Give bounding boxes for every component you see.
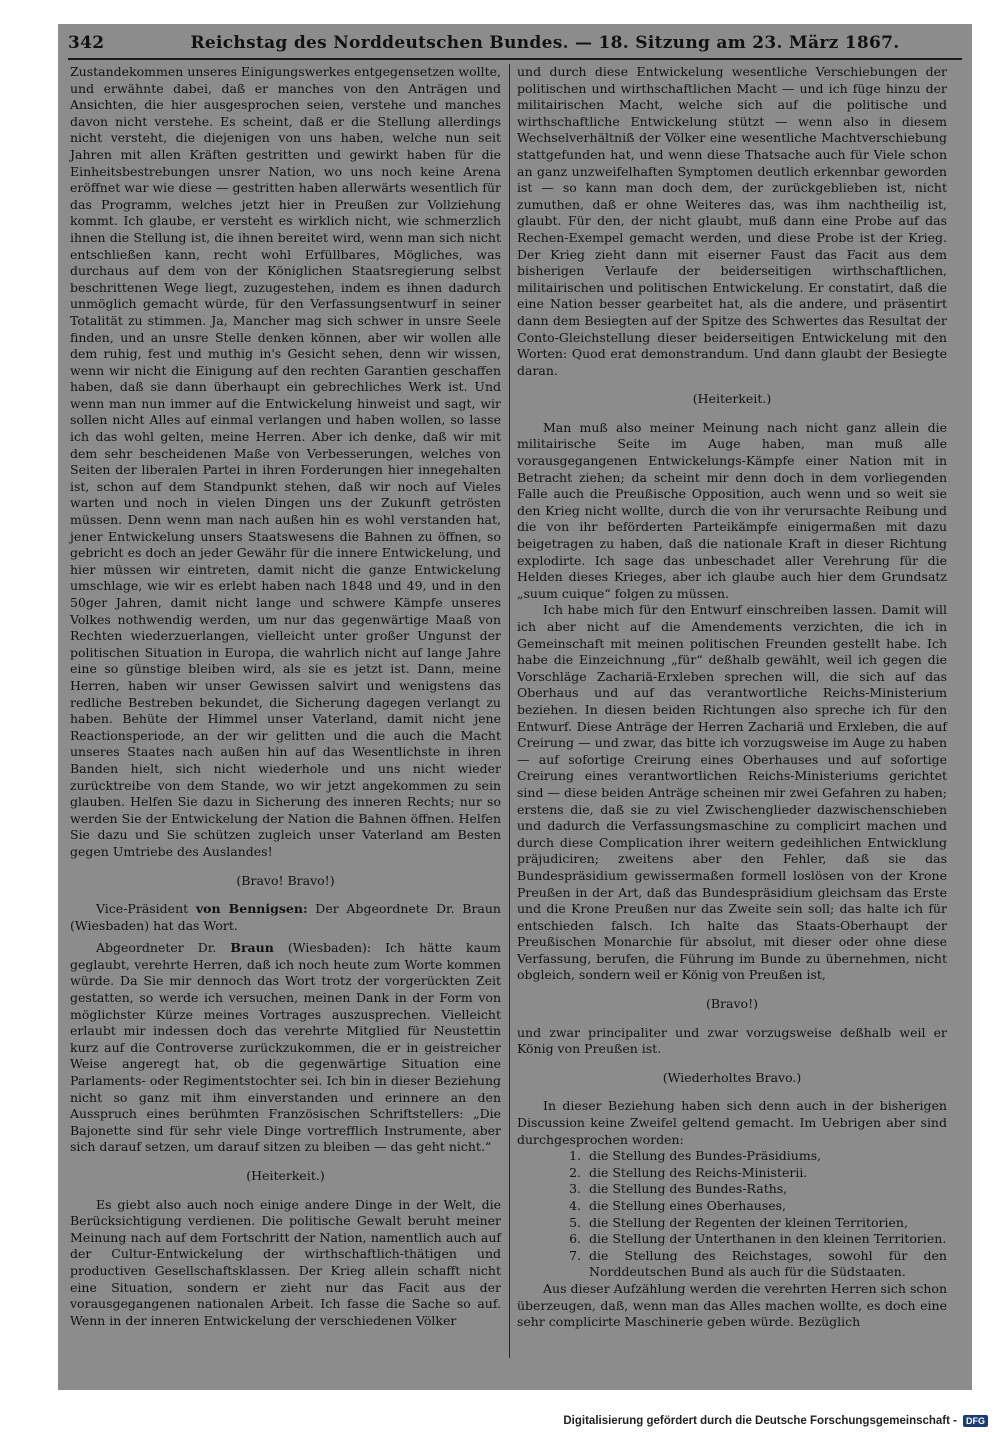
speaker-text: Der Abgeordnete Dr. Braun (Wiesbaden) hat das Wort. — [70, 901, 501, 933]
list-text: die Stellung des Reichs-Ministerii. — [589, 1164, 808, 1180]
left-column — [70, 64, 501, 1358]
list-item — [553, 1248, 947, 1281]
list-number: 5. — [569, 1214, 581, 1230]
speaker-text: (Wiesbaden): Ich hätte kaum geglaubt, verehrte Herren, daß ich noch heute zum Worte kommen würde. Da Sie mir dennoch das Wort trotz der vorgerückten Zeit gestatten, so werde ich versuchen, meinen Dank in der Form von möglichster Kürze meines Vortrages auszusprechen. Vielleicht erlaubt mir indessen doch das verehrte Mitglied für Neustettin kurz auf die Controverse zurückzukommen, die er in geistreicher Weise angeregt hat, ob die gegenwärtige Situation eine Parlaments- oder Regimentstochter sei. Ich bin in dieser Beziehung nicht so ganz mit ihm einverstanden und erinnere an den Ausspruch eines berühmten Französischen Schriftstellers: „Die Bajonette sind für sehr viele Dinge vortrefflich Instrumente, aber sich darauf setzen, um darauf sitzen zu bleiben — das geht nicht.“ — [70, 940, 501, 1155]
list-number: 1. — [569, 1148, 581, 1164]
list-text: die Stellung der Regenten der kleinen Territorien, — [589, 1214, 908, 1230]
paragraph: Aus dieser Aufzählung werden die verehrten Herren sich schon überzeugen, daß, wenn man das Alles machen wollte, es doch eine sehr complicirte Maschinerie geben würde. Bezüglich — [517, 1280, 947, 1330]
list-item — [553, 1148, 947, 1165]
list-text: die Stellung des Reichstages, sowohl für den Norddeutschen Bund als auch für die Südstaaten. — [589, 1247, 947, 1280]
interjection: (Heiterkeit.) — [246, 1168, 325, 1183]
list-number: 4. — [569, 1198, 581, 1213]
paragraph: Zustandekommen unseres Einigungswerkes entgegensetzen wollte, und erwähnte dabei, daß er manches von den Anträgen und Ansichten, die hier ausgesprochen seien, verstehe und manches davon nicht verstehe. Es scheint, daß er die Stellung allerdings nicht versteht, die diejenigen von uns haben, welche nun seit Jahren mit allen Kräften gestritten und gewirkt haben für die Einheitsbestrebungen unsrer Nation, wo uns noch keine Arena eröffnet war wie diese — gestritten haben allerwärts wesentlich für das Programm, welches jetzt hier in Preußen zur Vollziehung kommt. Ich glaube, er versteht es wirklich nicht, wie schmerzlich ihnen die Stellung ist, die ihnen bereitet wird, wenn man sich nicht entschließen kann, recht wohl Erfüllbares, Mögliches, was durchaus auf dem von der Königlichen Staatsregierung selbst beschrittenen Wege liegt, zuzugestehen, indem es ihnen dadurch unmöglich gemacht würde, für den Verfassungsentwurf in seiner Totalität zu stimmen. Ja, Mancher mag sich schwer in unsre Seele finden, und an unsre Stelle denken können, aber wir wollen alle dem ruhig, fest und muthig in's Gesicht sehen, denn wir wissen, wenn wir nicht die Einigung auf den rechten Garantien geschaffen haben, daß sie dann überhaupt ein gebrechliches Werk ist. Und wenn man nun immer auf die Entwickelung hinweist und sagt, wir sollen nicht Alles auf einmal verlangen und haben wollen, so lasse ich das wohl gelten, meine Herren. Aber ich denke, daß wir mit dem sehr bescheidenen Maße von Verbesserungen, welches von Seiten der liberalen Partei in ihren Forderungen hier innegehalten ist, schon auf dem Standpunkt stehen, daß wir noch auf Vieles warten und noch in vielen Dingen uns der Zukunft getrösten müssen. Denn wenn man nach außen hin es wohl verstanden hat, jener Entwickelung unsers Staatswesens die Bahnen zu öffnen, so gebricht es doch an jeder Gewähr für die innere Entwickelung, und hier müssen wir eintreten, damit nicht die ganze Entwickelung umschlage, wie wir es erlebt haben nach 1848 und 49, und in den 50ger Jahren, damit nicht lange und schwere Kämpfe unseres Volkes nothwendig werden, um nur das gegenwärtige Maaß von Rechten wiederzuerlangen, vielleicht unter großer Ungunst der politischen Situation in Europa, die wahrlich nicht auf lange Jahre eine so günstige bleiben wird, als sie es jetzt ist. Dann, meine Herren, haben wir unser Gewissen salvirt und wenigstens das redliche Bestreben bekundet, die Sicherung dagegen verlangt zu haben. Behüte der Himmel unser Vaterland, damit nicht jene Reactionsperiode, an der wir gelitten und die auch die Macht unseres Staates nach außen hin auf das Wesentlichste in ihren Banden hielt, sich nicht wiederhole und uns nicht wieder zurücktreibe von dem Stande, wo wir jetzt angekommen zu sein glauben. Helfen Sie dazu in Sicherung des inneren Rechts; nur so werden Sie der Entwickelung der Nation die Bahnen öffnen. Helfen Sie dazu und Sie schützen zugleich unser Vaterland am Besten gegen Umtriebe des Auslandes! — [70, 64, 501, 859]
list-number: 6. — [569, 1231, 581, 1247]
speaker-name: von Bennigsen: — [195, 901, 308, 917]
paragraph: Ich habe mich für den Entwurf einschreiben lassen. Damit will ich aber nicht auf die Amendements verzichten, die ich in Gemeinschaft mit meinen politischen Freunden gestellt habe. Ich habe die Einzeichnung „für“ deßhalb gewählt, weil ich gegen die Vorschläge Zachariä-Erxleben sprechen will, die sich auf das Oberhaus und auf das verantwortliche Reichs-Ministerium beziehen. In diesen beiden Richtungen also spreche ich für den Entwurf. Diese Anträge der Herren Zachariä und Erxleben, die auf Creirung — und zwar, das bitte ich vorzugsweise im Auge zu haben — auf sofortige Creirung eines Oberhauses und auf sofortige Creirung eines verantwortlichen Reichs-Ministeriums gerichtet sind — diese beiden Anträge scheinen mir zwei Gefahren zu haben; erstens die, daß sie zu viel Zwischenglieder dazwischenschieben und dadurch die Verfassungsmaschine zu complicirt machen und durch diese Complication ihrer weitern gedeihlichen Entwicklung präjudiciren; zweitens aber den Fehler, daß sie das Bundespräsidium gewissermaßen formell loslösen von der Krone Preußen in der Art, daß das Bundespräsidium gleichsam das Erste und die Krone Preußen nur das Zweite sein soll; das halte ich für entschieden falsch. Ich halte das Staats-Oberhaupt der Preußischen Monarchie für absolut, mit dieser oder ohne diese Verfassung, berufen, die Führung im Bunde zu übernehmen, nicht obgleich, sondern weil er König von Preußen ist, — [517, 602, 947, 983]
list-item — [553, 1215, 947, 1232]
list-item — [553, 1231, 947, 1248]
page-header — [68, 28, 962, 60]
speaker-role: Vice-Präsident — [96, 901, 189, 917]
speaker-role: Abgeordneter Dr. — [96, 940, 217, 956]
enumerated-list — [553, 1148, 947, 1281]
interjection: (Heiterkeit.) — [692, 391, 772, 407]
list-text: die Stellung des Bundes-Präsidiums, — [589, 1148, 822, 1164]
dfg-footer — [0, 1412, 988, 1430]
interjection: (Bravo!) — [706, 996, 758, 1012]
right-column — [517, 64, 947, 1358]
speaker-intro-braun — [70, 940, 501, 1156]
list-text: die Stellung des Bundes-Raths, — [589, 1181, 788, 1197]
paragraph: Es giebt also auch noch einige andere Dinge in der Welt, die Berücksichtigung verdienen. Die politische Gewalt beruht meiner Meinung nach auf dem Fortschritt der Nation, namentlich auch auf der Cultur-Entwickelung der wirthschaftlich-thätigen und productiven Gesellschaftsklassen. Der Krieg allein schafft nicht eine Situation, sondern er zieht nur das Facit aus der vorausgegangenen nationalen Arbeit. Ich fasse die Sache so auf. Wenn in der inneren Entwickelung der verschiedenen Völker — [70, 1196, 501, 1328]
list-number: 3. — [569, 1181, 581, 1197]
list-text: die Stellung der Unterthanen in den kleinen Territorien. — [589, 1231, 947, 1247]
running-title: Reichstag des Norddeutschen Bundes. — 18. Sitzung am 23. März 1867. — [190, 33, 900, 53]
page-number: 342 — [68, 33, 105, 53]
paragraph: und durch diese Entwickelung wesentliche Verschiebungen der politischen und wirthschaftlichen Macht — und ich füge hinzu der militairischen Macht, welche sich auf die politische und wirthschaftliche Entwickelung stützt — wenn also in diesem Wechselverhältniß der Völker eine wesentliche Machtverschiebung stattgefunden hat, und wenn diese Thatsache auch für Viele schon an ganz unzweifelhaften Symptomen deutlich erkennbar geworden ist — so kann man doch dem, der zurückgeblieben ist, nicht zumuthen, daß er ohne Weiteres das, was ihm nachtheilig ist, glaubt. Für den, der nicht glaubt, muß dann eine Probe auf das Rechen-Exempel gemacht werden, und diese Probe ist der Krieg. Der Krieg zieht dann mit eiserner Faust das Facit aus dem bisherigen Verlaufe der beiderseitigen wirthschaftlichen, militairischen und politischen Entwickelung. Er constatirt, daß die eine Nation besser gearbeitet hat, als die andere, und präsentirt dann dem Besiegten auf der Spitze des Schwertes das Resultat der Conto-Gleichstellung dieser beiderseitigen Entwickelung mit den Worten: Quod erat demonstrandum. Und dann glaubt der Besiegte daran. — [517, 64, 947, 378]
list-number: 7. — [569, 1247, 581, 1263]
funding-note: Digitalisierung gefördert durch die Deutsche Forschungsgemeinschaft - — [563, 1415, 957, 1427]
list-item — [553, 1165, 947, 1182]
speaker-intro-vice-president — [70, 901, 501, 934]
speaker-name: Braun — [230, 940, 274, 956]
scanned-page — [58, 24, 972, 1390]
list-item — [553, 1181, 947, 1198]
column-divider — [509, 64, 510, 1358]
paragraph: und zwar principaliter und zwar vorzugsweise deßhalb weil er König von Preußen ist. — [517, 1024, 947, 1057]
list-number: 2. — [569, 1164, 581, 1180]
dfg-logo-icon: DFG — [963, 1415, 988, 1427]
interjection: (Wiederholtes Bravo.) — [662, 1069, 802, 1085]
list-text: die Stellung eines Oberhauses, — [589, 1198, 787, 1213]
paragraph: Man muß also meiner Meinung nach nicht ganz allein die militairische Seite im Auge haben, man muß alle vorausgegangenen Entwickelungs-Kämpfe einer Nation mit in Betracht ziehen; da scheint mir denn doch in dem vorliegenden Falle auch die Preußische Opposition, auch wenn und so weit sie den Krieg nicht wollte, durch die von ihr verursachte Reibung und die von ihr beförderten Parteikämpfe einigermaßen mit dazu beigetragen zu haben, daß die nationale Kraft in dieser Richtung explodirte. Ich sage das unbeschadet aller Verehrung für die Helden dieses Krieges, aber ich glaube auch hier dem Grundsatz „suum cuique“ folgen zu müssen. — [517, 419, 947, 601]
list-item — [553, 1198, 947, 1215]
paragraph: In dieser Beziehung haben sich denn auch in der bisherigen Discussion keine Zweifel geltend gemacht. Im Uebrigen aber sind durchgesprochen worden: — [517, 1098, 947, 1147]
interjection: (Bravo! Bravo!) — [236, 872, 335, 888]
